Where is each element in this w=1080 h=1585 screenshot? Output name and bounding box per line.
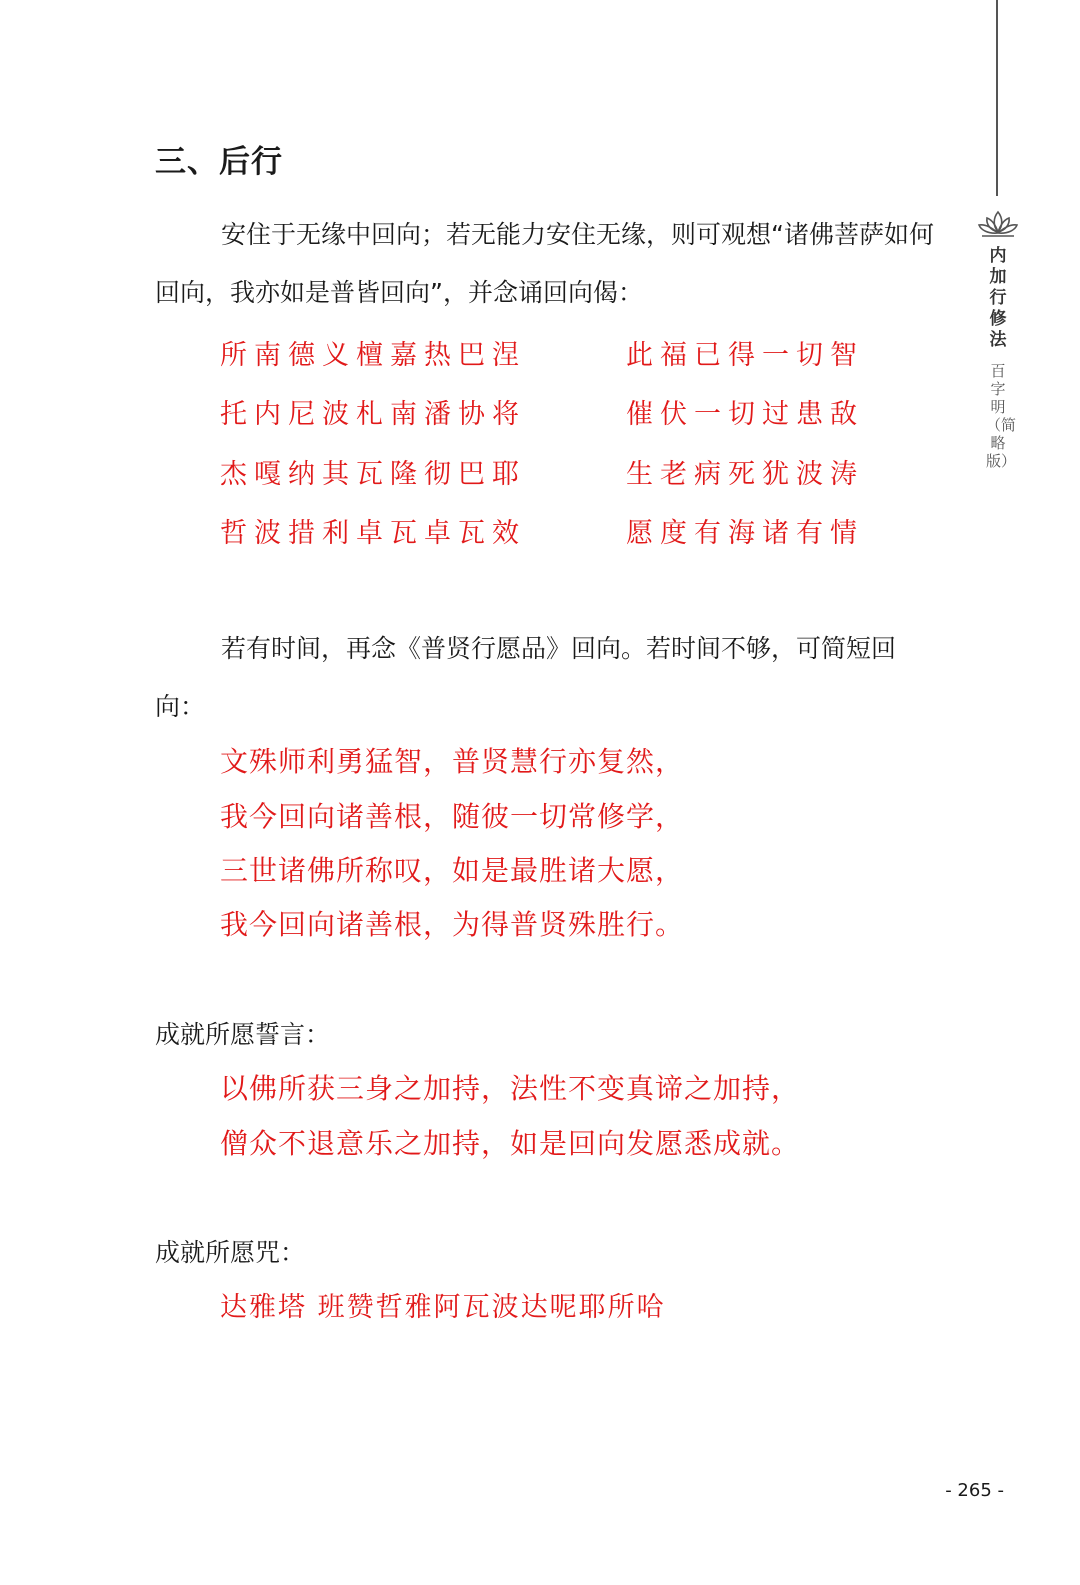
verse-line: 我今回向诸善根，随彼一切常修学，	[220, 800, 685, 833]
intro-paragraph-text: 安住于无缘中回向；若无能力安住无缘，则可观想“诸佛菩萨如何回向，我亦如是普皆回向”，并念诵回向偈：	[155, 220, 934, 307]
mantra-row-right: 生老病死犹波涛	[626, 459, 864, 490]
verse-line: 三世诸佛所称叹，如是最胜诸大愿，	[220, 854, 685, 887]
intro-paragraph	[155, 206, 940, 322]
second-paragraph-text: 若有时间，再念《普贤行愿品》回向。若时间不够，可简短回向：	[155, 634, 897, 721]
verse-line: 我今回向诸善根，为得普贤殊胜行。	[220, 908, 685, 941]
mantra-label: 成就所愿咒：	[155, 1238, 306, 1267]
vow-label: 成就所愿誓言：	[155, 1020, 331, 1049]
lotus-icon	[976, 208, 1020, 240]
verse-line: 文殊师利勇猛智，普贤慧行亦复然，	[220, 745, 685, 778]
mantra-row-left: 杰嘎纳其瓦隆彻巴耶	[220, 459, 526, 490]
mantra-row-right: 催伏一切过患敌	[626, 399, 864, 430]
page-number: - 265 -	[945, 1480, 1004, 1501]
sidebar-subtitle: 百字明（简略版）	[986, 362, 1017, 470]
mantra-row-right: 此福已得一切智	[626, 340, 864, 371]
sidebar-rule	[996, 0, 998, 196]
mantra-line: 达雅塔 班赞哲雅阿瓦波达呢耶所哈	[220, 1292, 666, 1323]
mantra-row-left: 哲波措利卓瓦卓瓦效	[220, 518, 526, 549]
vow-line: 以佛所获三身之加持，法性不变真谛之加持，	[220, 1072, 801, 1105]
section-heading: 三、后行	[155, 144, 283, 180]
vow-line: 僧众不退意乐之加持，如是回向发愿悉成就。	[220, 1127, 801, 1160]
mantra-row-right: 愿度有海诸有情	[626, 518, 864, 549]
mantra-row-left: 所南德义檀嘉热巴涅	[220, 340, 526, 371]
second-paragraph	[155, 620, 940, 736]
sidebar-title: 内加行修法	[989, 246, 1007, 350]
mantra-row-left: 托内尼波札南潘协将	[220, 399, 526, 430]
